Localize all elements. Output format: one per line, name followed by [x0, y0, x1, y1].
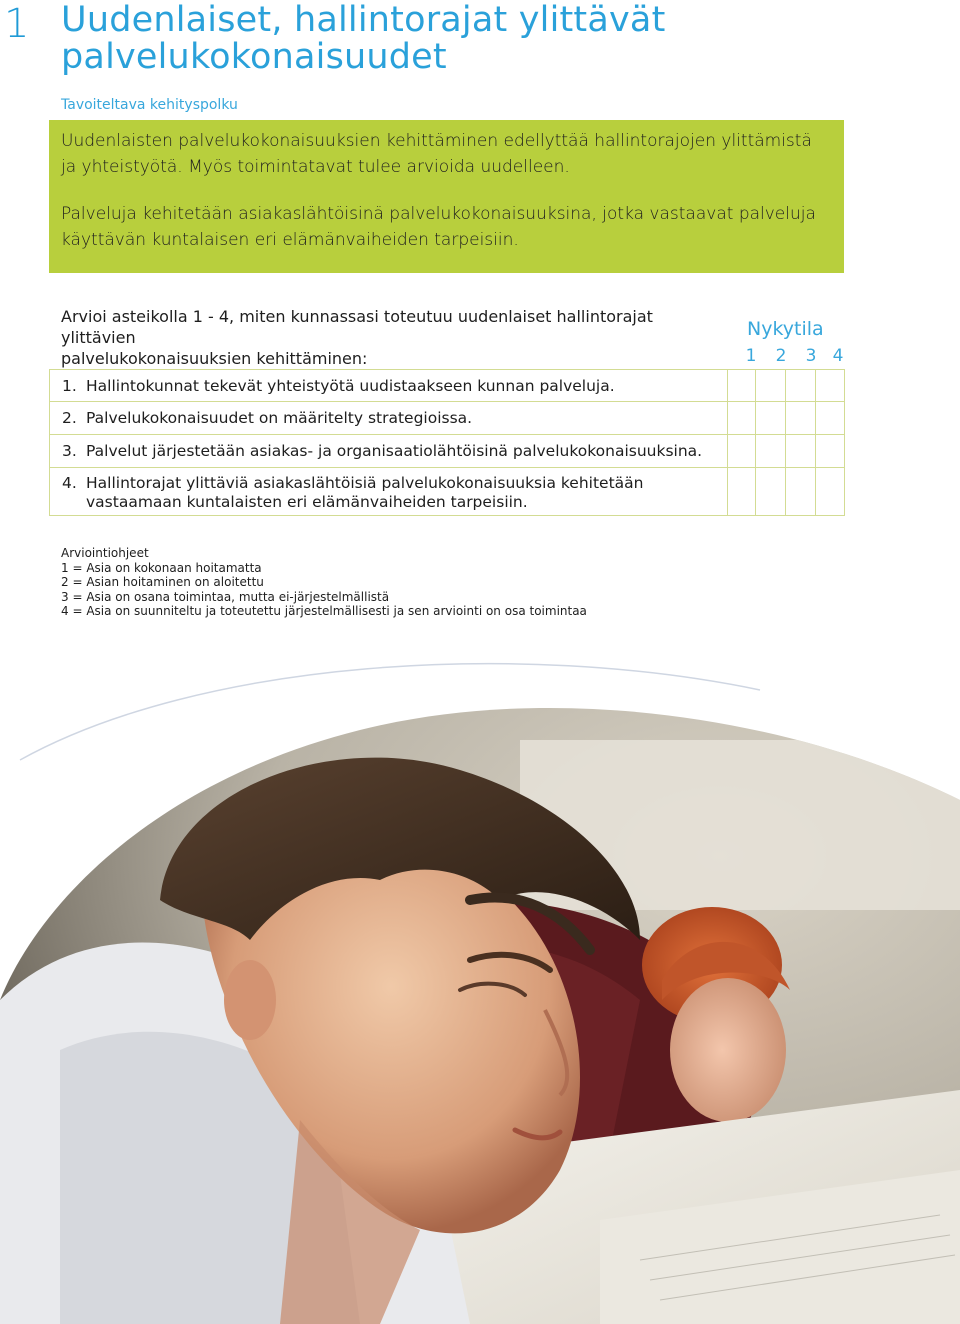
page-title-line-1: Uudenlaiset, hallintorajat ylittävät [61, 0, 666, 40]
goal-paragraph-2 [61, 201, 832, 253]
scale-label-3: 3 [805, 346, 817, 366]
assessment-intro [61, 306, 721, 369]
legend-line: 3 = Asia on osana toimintaa, mutta ei-järjestelmällistä [61, 589, 390, 604]
grid-row-divider [49, 401, 845, 402]
status-heading: Nykytila [747, 318, 824, 340]
item-number: 2. [62, 409, 77, 427]
grid-row-divider [49, 434, 845, 435]
item-text-line-2: vastaamaan kuntalaisten eri elämänvaiheiden tarpeisiin. [86, 493, 528, 511]
decorative-curve [330, 740, 960, 860]
scale-label-1: 1 [745, 346, 757, 366]
legend-heading: Arviointiohjeet [61, 546, 149, 560]
assessment-item-2 [62, 409, 722, 428]
legend-line: 4 = Asia on suunniteltu ja toteutettu järjestelmällisesti ja sen arviointi on osa toimintaa [61, 604, 587, 618]
scale-label-4: 4 [832, 346, 844, 366]
grid-column-divider [727, 369, 728, 516]
goal-paragraph-2-line-1: Palveluja kehitetään asiakaslähtöisinä palvelukokonaisuuksina, jotka vastaavat palveluja [61, 204, 816, 224]
assessment-item-4 [62, 474, 722, 512]
page-title-line-2: palvelukokonaisuudet [61, 37, 447, 77]
legend-line: 1 = Asia on kokonaan hoitamatta [61, 560, 262, 575]
decorative-curve [20, 664, 760, 760]
grid-column-divider [785, 369, 786, 516]
grid-row-divider [49, 467, 845, 468]
goal-box [49, 120, 844, 273]
page-title [61, 2, 921, 76]
goal-paragraph-2-line-2: käyttävän kuntalaisen eri elämänvaiheiden tarpeisiin. [61, 230, 519, 250]
item-text: Palvelukokonaisuudet on määritelty strategioissa. [86, 409, 473, 427]
assessment-intro-line-1: Arvioi asteikolla 1 - 4, miten kunnassasi toteutuu uudenlaiset hallintorajat ylittävien [61, 307, 653, 347]
page-number: 1 [4, 1, 30, 47]
item-number: 1. [62, 377, 77, 395]
grid-column-divider [755, 369, 756, 516]
item-number: 3. [62, 442, 77, 460]
scale-label-2: 2 [775, 346, 787, 366]
item-text [86, 474, 706, 512]
goal-paragraph-1-line-2: ja yhteistyötä. Myös toimintatavat tulee arvioida uudelleen. [61, 157, 570, 177]
item-text: Hallintokunnat tekevät yhteistyötä uudistaakseen kunnan palveluja. [86, 377, 615, 395]
section-subtitle: Tavoiteltava kehityspolku [61, 97, 238, 113]
rating-legend [61, 546, 587, 619]
item-text: Palvelut järjestetään asiakas- ja organisaatiolähtöisinä palvelukokonaisuuksina. [86, 442, 703, 460]
grid-column-divider [815, 369, 816, 516]
goal-paragraph-1 [61, 128, 832, 180]
legend-line: 2 = Asian hoitaminen on aloitettu [61, 575, 264, 589]
assessment-item-3 [62, 442, 722, 461]
assessment-item-1 [62, 377, 722, 396]
assessment-intro-line-2: palvelukokonaisuuksien kehittäminen: [61, 349, 368, 368]
item-number: 4. [62, 474, 77, 492]
goal-paragraph-1-line-1: Uudenlaisten palvelukokonaisuuksien kehittäminen edellyttää hallintorajojen ylittämistä [61, 131, 812, 151]
item-text-line-1: Hallintorajat ylittäviä asiakaslähtöisiä palvelukokonaisuuksia kehitetään [86, 474, 644, 492]
